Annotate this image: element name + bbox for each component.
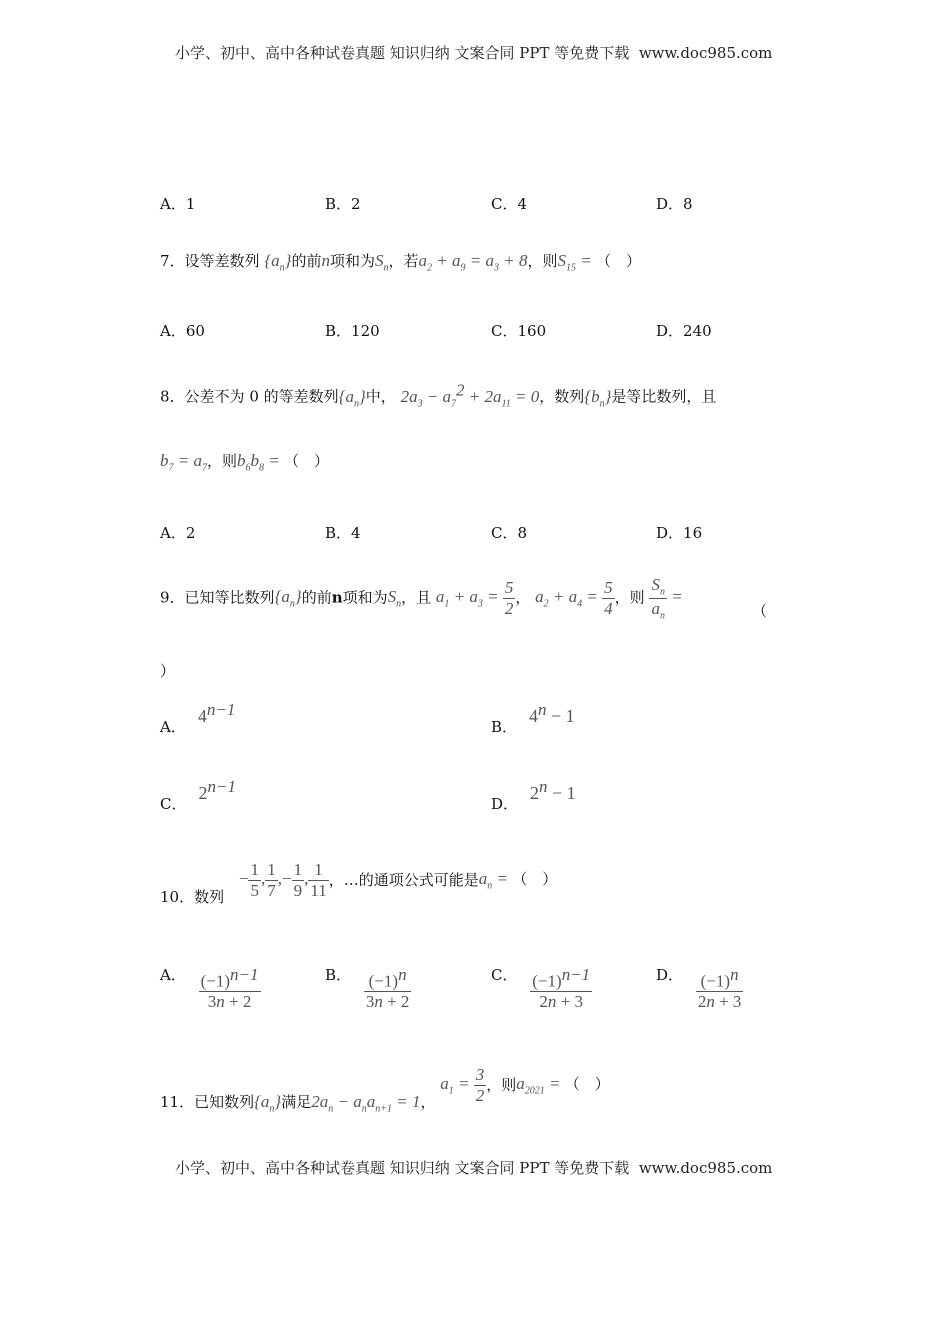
footer-text: 小学、初中、高中各种试卷真题 知识归纳 文案合同 PPT 等免费下载 [175, 1159, 630, 1177]
q9-option-b [491, 700, 575, 737]
q9-stem: ，且 [401, 588, 432, 607]
q6-option-b: B．2 [325, 195, 361, 213]
q10-option-b-label: B． [325, 966, 352, 985]
q8-math-b7: $b_7 = a_7$ [160, 451, 207, 474]
q10-paren: （ ） [512, 869, 558, 888]
q8-stem: 是等比数列，且 [611, 387, 717, 406]
q8-math-b6b8: $b_6b_8$ = [237, 451, 284, 474]
q9-option-d-math: $2^n - 1$ [530, 777, 576, 803]
q7-math-sn: $S_n$ [375, 251, 389, 274]
q10-option-d [656, 965, 743, 1012]
q10-option-b [325, 965, 411, 1012]
question-11 [160, 1065, 610, 1115]
q9-number: 9． [160, 588, 185, 607]
q8-option-c: C．8 [491, 524, 528, 542]
q11-math-a2021: $a_{2021}$ = [516, 1073, 565, 1097]
q11-math-a1: $a_1$ = $\frac{3}{2}$ [440, 1065, 485, 1105]
header-url: www.doc985.com [638, 44, 773, 62]
q6-option-c: C．4 [491, 195, 528, 213]
q7-option-a: A．60 [160, 322, 205, 340]
q10-option-c [491, 965, 592, 1012]
q10-option-a [160, 965, 261, 1012]
q11-math-recurrence: $2a_n - a_na_{n+1} = 1$ [311, 1091, 421, 1115]
q10-stem: 数列 [194, 887, 225, 906]
q9-math-sn: $S_n$ [387, 587, 402, 610]
q9-paren-open: （ [752, 602, 768, 620]
q7-stem: ，则 [527, 252, 558, 270]
q7-paren: （ ） [595, 252, 641, 270]
q8-stem: ，则 [206, 452, 237, 470]
q9-option-b-label: B． [491, 718, 518, 736]
q7-math-n: n [321, 251, 330, 270]
q11-stem: ， [420, 1092, 436, 1111]
q9-math-ratio: $\frac{S_n}{a_n}$ = [651, 575, 683, 622]
q9-option-c-math: $2^{n-1}$ [198, 777, 236, 803]
q7-number: 7． [160, 252, 185, 270]
q9-option-a [160, 700, 236, 737]
footer-url: www.doc985.com [638, 1159, 773, 1177]
q8-option-b: B．4 [325, 524, 361, 542]
q10-math-an: $a_n$ = [478, 868, 513, 892]
q9-option-b-math: $4^n - 1$ [529, 700, 575, 726]
q7-math-s15: $S_{15}$ = [557, 251, 596, 274]
page-footer [175, 1157, 772, 1178]
q8-option-a: A．2 [160, 524, 196, 542]
q10-math-sequence: − $\frac{1}{5}$ , $\frac{1}{7}$ ,− $\frac{1}{9}$ , $\frac{1}{11}$ [238, 860, 327, 900]
q10-stem: ，…的通项公式可能是 [328, 870, 479, 889]
q9-stem: ，则 [614, 588, 645, 607]
q6-option-d: D．8 [656, 195, 693, 213]
q11-paren: （ ） [564, 1074, 610, 1093]
q8-number: 8． [160, 387, 185, 406]
q9-option-c [160, 777, 236, 814]
q11-stem: 已知数列 [194, 1092, 255, 1111]
q9-math-an: $\{a_n\}$ [274, 587, 302, 610]
q10-option-b-math: $\frac{(-1)^n}{3n + 2}$ [365, 965, 410, 1012]
q9-math-eq2: $a_2 + a_4$ = $\frac{5}{4}$ [535, 578, 613, 618]
question-10 [160, 860, 558, 906]
page-header [175, 42, 772, 63]
q7-option-d: D．240 [656, 322, 712, 340]
q9-option-a-label: A． [160, 718, 186, 736]
q10-number: 10． [160, 887, 195, 906]
q7-math-an: $\{a_n\}$ [264, 251, 292, 274]
q10-option-d-label: D． [656, 966, 684, 985]
q9-option-a-math: $4^{n-1}$ [197, 700, 236, 726]
q11-number: 11． [160, 1092, 195, 1111]
q9-stem: 已知等比数列 [184, 588, 275, 607]
q11-math-an: $\{a_n\}$ [254, 1091, 282, 1115]
q10-option-d-math: $\frac{(-1)^n}{2n + 3}$ [697, 965, 742, 1012]
q9-option-d [491, 777, 576, 814]
q9-option-c-label: C． [160, 795, 187, 813]
q10-option-c-label: C． [491, 966, 518, 985]
q7-math-condition: $a_2 + a_9 = a_3 + 8$ [418, 251, 528, 274]
q8-math-an: $\{a_n\}$ [338, 386, 366, 410]
question-8 [160, 380, 716, 409]
question-8-line-2 [160, 450, 329, 473]
q9-n: n [331, 588, 343, 607]
q8-math-equation: $2a_3 - a_7^2 + 2a_{11} = 0$ [400, 380, 540, 410]
q9-paren-close: ） [160, 662, 176, 680]
q7-stem: 设等差数列 [184, 252, 260, 270]
header-text: 小学、初中、高中各种试卷真题 知识归纳 文案合同 PPT 等免费下载 [175, 44, 630, 62]
q8-stem: ，数列 [539, 387, 585, 406]
q7-option-c: C．160 [491, 322, 547, 340]
q10-option-a-label: A． [160, 966, 186, 985]
q10-option-a-math: $\frac{(-1)^{n-1}}{3n + 2}$ [200, 965, 259, 1012]
q9-math-eq1: $a_1 + a_3$ = $\frac{5}{2}$ [435, 578, 514, 618]
q8-option-d: D．16 [656, 524, 703, 542]
question-7 [160, 250, 641, 273]
q9-stem: 项和为 [342, 588, 388, 607]
q8-math-bn: $\{b_n\}$ [584, 386, 612, 410]
q6-option-a: A．1 [160, 195, 196, 213]
question-9: 9．已知等比数列$\{a_n\}$的前n项和为$S_n$，且 $a_1 + a_3$ = $\frac{5}{2}$ ， $a_2 + a_4$ = $\frac{5}{4}$ ，则 $\frac{S_n}{a_n}$ = [160, 575, 683, 622]
q10-option-c-math: $\frac{(-1)^{n-1}}{2n + 3}$ [532, 965, 591, 1012]
q8-paren: （ ） [283, 452, 329, 470]
q9-option-d-label: D． [491, 795, 519, 813]
q7-option-b: B．120 [325, 322, 380, 340]
q7-stem: 的前 [291, 252, 322, 270]
q11-stem: 满足 [281, 1092, 312, 1111]
q9-stem: 的前 [301, 588, 332, 607]
q8-stem: 公差不为 0 的等差数列 [184, 387, 339, 406]
q8-stem: 中， [365, 387, 396, 406]
q7-stem: 项和为 [329, 252, 375, 270]
q11-stem: ，则 [486, 1075, 517, 1094]
q7-stem: ，若 [388, 252, 419, 270]
